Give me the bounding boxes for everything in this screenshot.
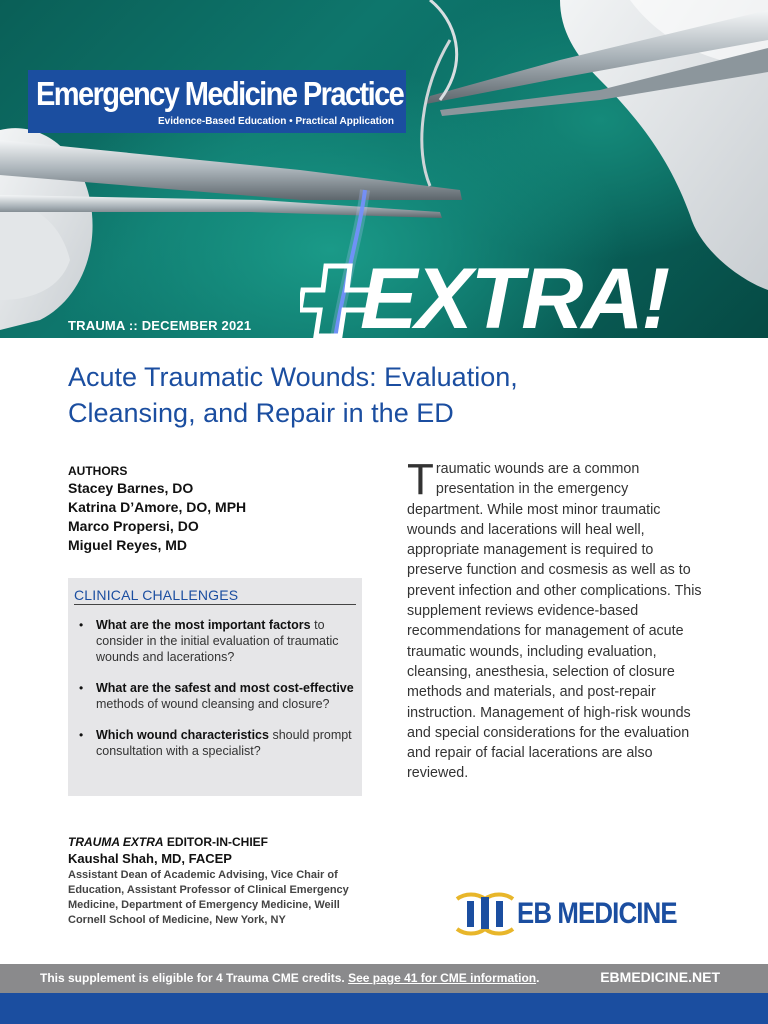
article-title bbox=[68, 359, 708, 431]
eb-medicine-logo bbox=[455, 889, 675, 939]
editor-name: Kaushal Shah, MD, FACEP bbox=[68, 851, 232, 866]
publication-banner bbox=[28, 70, 406, 133]
editor-heading bbox=[68, 834, 368, 850]
author-name: Katrina D’Amore, DO, MPH bbox=[68, 499, 247, 515]
eb-medicine-wordmark: EB MEDICINE bbox=[517, 897, 677, 930]
author-name: Stacey Barnes, DO bbox=[68, 480, 194, 496]
article-title-line-1: Acute Traumatic Wounds: Evaluation, bbox=[68, 362, 518, 392]
challenge-emphasis: What are the most important factors bbox=[96, 618, 311, 632]
footer-bar bbox=[0, 964, 768, 993]
editor-affiliation: Assistant Dean of Academic Advising, Vice Chair of Education, Assistant Professor of Clinical Emergency Medicine, Department of Emergency Medicine, Weill Cornell School of Medicine, New York, NY bbox=[68, 869, 349, 926]
clinical-challenges-panel bbox=[68, 578, 362, 796]
cover-hero bbox=[0, 0, 768, 338]
clinical-challenges-heading: CLINICAL CHALLENGES bbox=[74, 586, 356, 605]
website-link[interactable]: EBMEDICINE.NET bbox=[600, 969, 720, 985]
publication-tagline: Evidence-Based Education • Practical Application bbox=[158, 116, 394, 127]
eb-medicine-logo-icon bbox=[455, 889, 515, 937]
author-name: Marco Propersi, DO bbox=[68, 518, 199, 534]
challenge-text: to consider in the initial evaluation of traumatic wounds and lacerations? bbox=[96, 618, 339, 664]
challenge-item bbox=[74, 680, 356, 712]
drop-cap: T bbox=[407, 455, 434, 504]
abstract bbox=[407, 455, 705, 784]
bullet-icon: • bbox=[79, 728, 84, 742]
authors-heading: AUTHORS bbox=[68, 464, 128, 478]
editor-heading-role: EDITOR-IN-CHIEF bbox=[163, 835, 269, 849]
abstract-text: raumatic wounds are a common presentation in the emergency department. While most minor traumatic wounds and lacerations will heal well, appropriate management is required to preserve function and cosmesis as well as to prevent infection and other complications. This supplement reviews evidence-based recommendations for management of acute traumatic wounds, including evaluation, cleansing, anesthesia, selection of closure methods and materials, and post-repair instruction. Management of high-risk wounds and special considerations for the evaluation and repair of facial lacerations are also reviewed. bbox=[407, 461, 702, 782]
cme-note-end: . bbox=[536, 971, 540, 985]
challenge-text: should prompt consultation with a specialist? bbox=[96, 728, 352, 758]
editor-heading-series: TRAUMA EXTRA bbox=[68, 835, 164, 849]
article-title-line-2: Cleansing, and Repair in the ED bbox=[68, 398, 454, 428]
bullet-icon: • bbox=[79, 618, 84, 632]
challenge-item bbox=[74, 727, 356, 759]
authors-block bbox=[68, 463, 368, 555]
challenge-emphasis: What are the safest and most cost-effective bbox=[96, 681, 354, 695]
challenge-emphasis: Which wound characteristics bbox=[96, 728, 269, 742]
issue-line: TRAUMA :: DECEMBER 2021 bbox=[68, 318, 252, 333]
cme-note-text: This supplement is eligible for 4 Trauma CME credits. bbox=[40, 971, 349, 985]
challenge-text: methods of wound cleansing and closure? bbox=[96, 697, 330, 711]
bottom-band bbox=[0, 993, 768, 1024]
extra-wordmark: EXTRA! bbox=[360, 251, 669, 338]
author-name: Miguel Reyes, MD bbox=[68, 537, 188, 553]
editor-block bbox=[68, 834, 368, 928]
publication-title: Emergency Medicine Practice bbox=[36, 75, 404, 112]
challenge-item bbox=[74, 617, 356, 665]
bullet-icon: • bbox=[79, 681, 84, 695]
cme-note bbox=[40, 971, 539, 985]
cme-info-link[interactable]: See page 41 for CME information bbox=[348, 971, 537, 985]
